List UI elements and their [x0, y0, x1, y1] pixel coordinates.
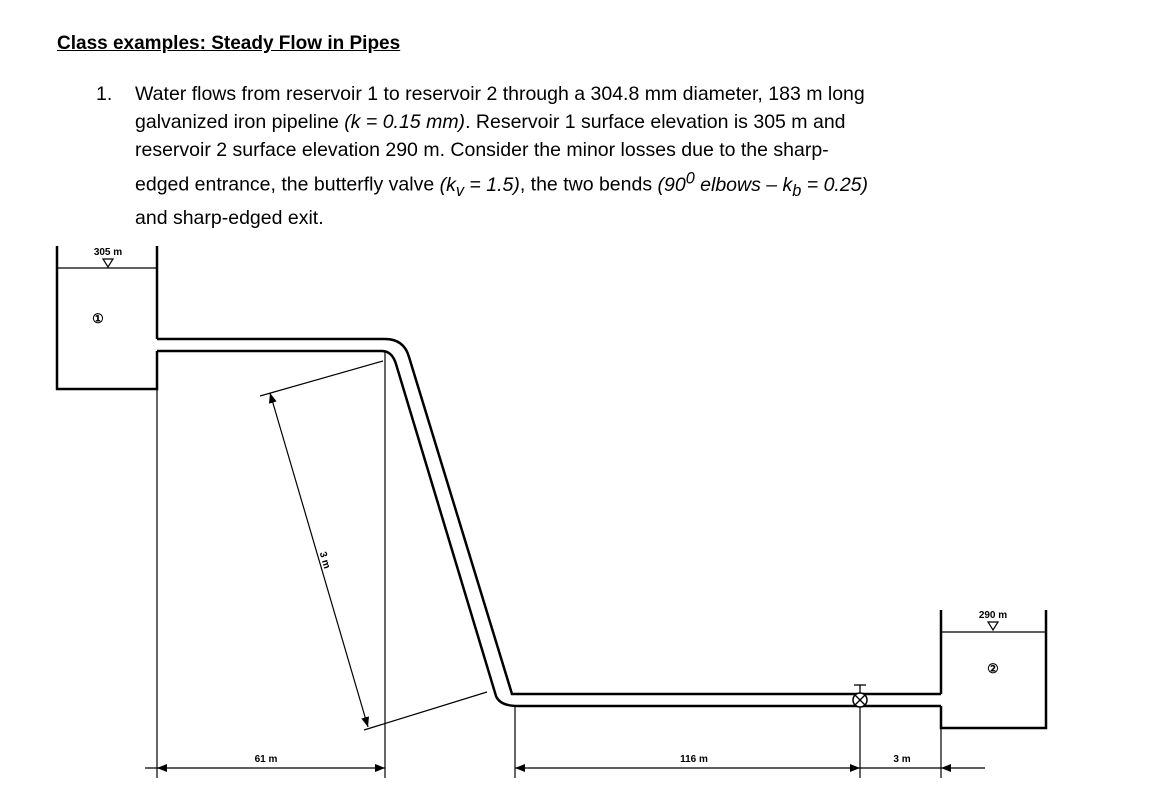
reservoir-1	[57, 246, 157, 389]
dimension-lines	[145, 393, 985, 768]
reservoir-2-number-label: ②	[987, 661, 999, 676]
problem-line-4: edged entrance, the butterfly valve $(k_v = 1.5)$, the two bends ($90^0$ elbows – $k_b = 0.25$)	[135, 169, 869, 200]
bend-coefficient: ($90^0$ elbows – $k_b = 0.25$)	[657, 169, 869, 200]
problem-line-2: galvanized iron pipeline (k = 0.15 mm). Reservoir 1 surface elevation is 305 m and	[135, 111, 846, 133]
page-title: Class examples: Steady Flow in Pipes	[57, 33, 401, 54]
problem-number: 1.	[96, 83, 113, 105]
reservoir-1-elevation-label: 305 m	[93, 247, 123, 258]
pipeline	[157, 339, 941, 706]
dimension-right-label: 3 m	[893, 754, 911, 765]
reservoir-2	[941, 610, 1046, 728]
dimension-mid-label: 116 m	[680, 754, 708, 765]
roughness-value: (k = 0.15 mm)	[344, 111, 466, 133]
butterfly-valve-icon	[853, 685, 867, 707]
dimension-slope-label: 3 m	[316, 550, 333, 571]
problem-line-3: reservoir 2 surface elevation 290 m. Consider the minor losses due to the sharp-	[135, 139, 829, 161]
problem-line-5: and sharp-edged exit.	[135, 207, 324, 230]
pipe-bottom-wall	[157, 351, 941, 706]
valve-coefficient: $(k_v = 1.5)$	[439, 173, 520, 200]
reservoir-2-water-level-icon	[988, 622, 998, 630]
reservoir-2-elevation-label: 290 m	[978, 610, 1008, 621]
reservoir-1-water-level-icon	[103, 259, 113, 267]
dimension-left-label: 61 m	[254, 754, 278, 765]
reservoir-1-number-label: ①	[92, 311, 104, 326]
problem-line-1: Water flows from reservoir 1 to reservoir 2 through a 304.8 mm diameter, 183 m long	[135, 83, 865, 105]
extension-lines	[157, 351, 941, 778]
